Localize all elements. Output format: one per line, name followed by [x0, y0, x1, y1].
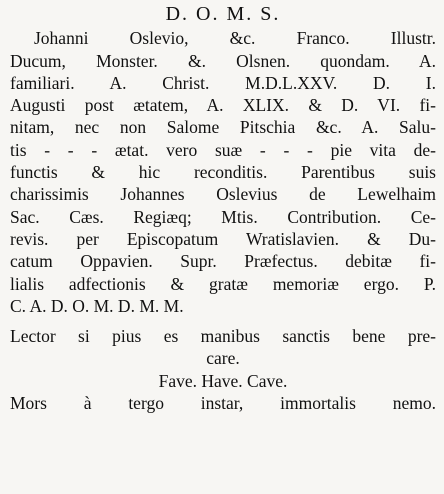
epitaph-line: Augusti post ætatem, A. XLIX. & D. VI. fi- [10, 95, 436, 116]
epitaph-line: Ducum, Monster. &. Olsnen. quondam. A. [10, 50, 436, 71]
epitaph-line: charissimis Johannes Oslevius de Lewelhaim [10, 184, 436, 205]
dedication-heading: D. O. M. S. [165, 3, 281, 25]
epitaph-line: functis & hic reconditis. Parentibus suis [10, 162, 436, 183]
epitaph-line: tis - - - ætat. vero suæ - - - pie vita de- [10, 139, 436, 160]
epitaph-line: Johanni Oslevio, &c. Franco. Illustr. [34, 28, 436, 49]
epitaph-text [10, 27, 436, 317]
section-gap [10, 317, 436, 325]
fave-have-cave-line: Fave. Have. Cave. [158, 370, 288, 391]
epitaph-line: lialis adfectionis & gratæ memoriæ ergo. P. [10, 273, 436, 294]
epitaph-line: familiari. A. Christ. M.D.L.XXV. D. I. [10, 72, 436, 93]
closing-verses [10, 325, 436, 414]
epitaph-line: nitam, nec non Salome Pitschia &c. A. Salu- [10, 117, 436, 138]
epitaph-line: Sac. Cæs. Regiæq; Mtis. Contribution. Ce- [10, 206, 436, 227]
lector-line: Lector si pius es manibus sanctis bene pre- [10, 326, 436, 347]
mors-line: Mors à tergo instar, immortalis nemo. [10, 393, 436, 414]
epitaph-line: catum Oppavien. Supr. Præfectus. debitæ fi- [10, 251, 436, 272]
lector-line-end: care. [206, 348, 240, 369]
epitaph-line: revis. per Episcopatum Wratislavien. & Du- [10, 228, 436, 249]
epitaph-line: C. A. D. O. M. D. M. M. [10, 295, 184, 316]
